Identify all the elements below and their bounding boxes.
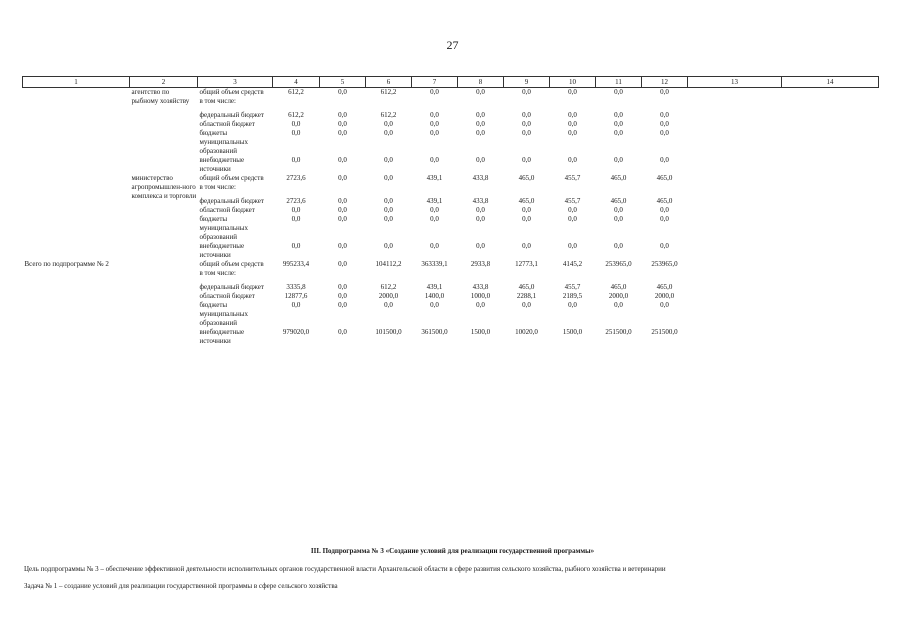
value-cell: 0,0 [338,88,347,96]
value-cell: 0,0 [384,197,393,205]
value-cell: 2000,0 [654,292,675,300]
value-cell: 2000,0 [378,292,399,300]
program-name-cell [23,174,130,260]
value-cell: 0,0 [430,301,439,309]
value-cell: 0,0 [522,129,531,137]
executor-cell [130,260,198,346]
value-cell: 0,0 [614,301,623,309]
value-cell: 612,2 [380,88,397,96]
value-cell: 0,0 [614,88,623,96]
column-number-header: 12 [642,77,688,88]
value-cell: 455,7 [564,174,581,182]
value-cell: 455,7 [564,197,581,205]
column-number-header: 6 [366,77,412,88]
value-cell: 0,0 [660,242,669,250]
column-number-header: 13 [688,77,782,88]
value-cell [320,97,366,111]
value-cell: 0,0 [430,111,439,119]
value-cell: 2000,0 [608,292,629,300]
value-cell: 251500,0 [651,328,678,336]
value-cell: 0,0 [568,111,577,119]
page-number: 27 [446,38,459,52]
empty-cell [782,156,879,174]
value-cell: 433,8 [472,283,489,291]
value-cell: 0,0 [568,206,577,214]
value-cell: 0,0 [384,174,393,182]
value-cell: 0,0 [522,215,531,223]
empty-cell [688,301,782,328]
value-cell: 0,0 [384,120,393,128]
value-cell [320,183,366,197]
empty-cell [688,88,782,98]
value-cell: 465,0 [518,283,535,291]
value-cell: 995233,4 [282,260,310,268]
empty-cell [688,206,782,215]
value-cell: 253965,0 [605,260,632,268]
empty-cell [688,260,782,269]
value-cell [504,269,550,283]
value-cell: 0,0 [614,120,623,128]
value-cell: 0,0 [476,111,485,119]
empty-cell [688,129,782,156]
empty-cell [782,269,879,283]
value-cell: 1500,0 [562,328,583,336]
value-cell: 465,0 [656,197,673,205]
value-cell [642,97,688,111]
empty-cell [782,215,879,242]
value-cell: 0,0 [291,242,301,250]
empty-cell [688,97,782,111]
value-cell: 0,0 [338,215,347,223]
value-cell: 4145,2 [562,260,583,268]
funding-source-cell: федеральный бюджет [199,283,264,291]
funding-source-cell: общий объем средств [199,260,264,268]
funding-source-cell: федеральный бюджет [199,197,264,205]
value-cell: 0,0 [338,111,347,119]
empty-cell [688,269,782,283]
funding-source-cell: федеральный бюджет [199,111,264,119]
funding-source-cell: бюджеты муниципальных образований [199,215,248,241]
value-cell [273,269,320,283]
value-cell [458,269,504,283]
value-cell: 0,0 [660,120,669,128]
value-cell: 0,0 [660,88,669,96]
empty-cell [688,215,782,242]
empty-cell [688,111,782,120]
value-cell: 465,0 [610,283,627,291]
value-cell: 612,2 [380,111,397,119]
value-cell: 0,0 [338,242,347,250]
value-cell: 0,0 [476,242,485,250]
value-cell: 0,0 [614,129,623,137]
value-cell: 0,0 [568,156,577,164]
value-cell: 1000,0 [470,292,491,300]
value-cell: 0,0 [614,156,623,164]
value-cell: 0,0 [338,301,347,309]
empty-cell [688,283,782,292]
value-cell: 0,0 [384,129,393,137]
value-cell: 0,0 [291,215,301,223]
value-cell [642,269,688,283]
executor-cell: министерство агропромышлен-ного комплекса и торговли [131,174,197,200]
value-cell: 0,0 [430,242,439,250]
funding-source-cell: бюджеты муниципальных образований [199,301,248,327]
funding-source-cell: внебюджетные источники [199,156,245,173]
value-cell: 0,0 [614,206,623,214]
column-number-header: 9 [504,77,550,88]
executor-cell: агентство по рыбному хозяйству [131,88,190,105]
value-cell: 0,0 [338,120,347,128]
value-cell [550,269,596,283]
value-cell: 0,0 [338,197,347,205]
value-cell [504,183,550,197]
value-cell: 0,0 [338,174,347,182]
program-name-cell: Всего по подпрограмме № 2 [24,260,109,268]
column-number-header: 5 [320,77,366,88]
subprogram-goal: Цель подпрограммы № 3 – обеспечение эффективной деятельности исполнительных органов государственной власти Архангельской области в сфере развития сельского хозяйства, рыбного хозяйства и ветеринарии [24,565,666,573]
value-cell: 2288,1 [516,292,537,300]
empty-cell [782,292,879,301]
table-row [23,174,879,183]
value-cell: 0,0 [384,242,393,250]
value-cell: 0,0 [338,156,347,164]
value-cell: 433,8 [472,174,489,182]
value-cell: 439,1 [426,283,443,291]
value-cell [412,97,458,111]
value-cell: 0,0 [614,111,623,119]
value-cell: 455,7 [564,283,581,291]
empty-cell [782,301,879,328]
value-cell [366,183,412,197]
empty-cell [688,183,782,197]
empty-cell [688,328,782,346]
value-cell: 0,0 [476,156,485,164]
value-cell: 0,0 [476,206,485,214]
empty-cell [782,120,879,129]
value-cell: 465,0 [656,174,673,182]
value-cell: 0,0 [614,215,623,223]
value-cell: 361500,0 [421,328,448,336]
value-cell: 0,0 [568,242,577,250]
value-cell: 0,0 [660,206,669,214]
value-cell [596,183,642,197]
empty-cell [782,260,879,269]
column-number-header: 1 [23,77,130,88]
value-cell: 465,0 [518,174,535,182]
value-cell [596,97,642,111]
value-cell: 0,0 [338,283,347,291]
value-cell [642,183,688,197]
value-cell: 1400,0 [424,292,445,300]
column-number-header: 3 [198,77,273,88]
value-cell: 0,0 [522,242,531,250]
empty-cell [782,242,879,260]
empty-cell [688,197,782,206]
value-cell: 0,0 [660,111,669,119]
value-cell: 0,0 [568,88,577,96]
value-cell: 0,0 [430,215,439,223]
value-cell: 2933,8 [470,260,491,268]
value-cell: 0,0 [568,215,577,223]
value-cell: 253965,0 [651,260,678,268]
table-body [23,88,879,347]
funding-source-cell: областной бюджет [199,120,255,128]
column-number-row [23,77,879,88]
value-cell: 0,0 [430,206,439,214]
value-cell: 3335,8 [286,283,306,291]
value-cell: 0,0 [338,260,347,268]
value-cell: 0,0 [476,88,485,96]
value-cell: 465,0 [518,197,535,205]
value-cell: 0,0 [476,215,485,223]
value-cell [458,97,504,111]
section-heading: III. Подпрограмма № 3 «Создание условий для реализации государственной программы» [310,547,595,555]
value-cell: 12877,6 [284,292,308,300]
value-cell: 0,0 [476,301,485,309]
empty-cell [782,97,879,111]
value-cell: 0,0 [522,206,531,214]
value-cell: 0,0 [522,111,531,119]
empty-cell [782,129,879,156]
column-number-header: 11 [596,77,642,88]
value-cell [273,97,320,111]
value-cell: 0,0 [338,129,347,137]
empty-cell [782,197,879,206]
funding-source-cell: внебюджетные источники [199,242,245,259]
value-cell: 0,0 [430,88,439,96]
value-cell [320,269,366,283]
value-cell: 439,1 [426,174,443,182]
empty-cell [688,156,782,174]
value-cell [366,97,412,111]
value-cell: 1500,0 [470,328,491,336]
value-cell [273,183,320,197]
value-cell [596,269,642,283]
value-cell: 0,0 [291,120,301,128]
value-cell: 101500,0 [375,328,402,336]
column-number-header: 2 [130,77,198,88]
value-cell: 10020,0 [515,328,538,336]
empty-cell [782,328,879,346]
value-cell: 0,0 [384,301,393,309]
value-cell: 0,0 [338,328,347,336]
value-cell: 0,0 [522,120,531,128]
funding-source-cell: в том числе: [199,183,236,191]
empty-cell [782,183,879,197]
value-cell: 612,2 [288,111,304,119]
value-cell: 363339,1 [421,260,448,268]
subprogram-task: Задача № 1 – создание условий для реализации государственной программы в сфере сельского хозяйства [24,582,338,590]
value-cell: 612,2 [380,283,397,291]
empty-cell [688,174,782,183]
table-row [23,88,879,98]
funding-source-cell: общий объем средств [199,88,264,96]
column-number-header: 4 [273,77,320,88]
value-cell: 465,0 [610,174,627,182]
value-cell: 439,1 [426,197,443,205]
funding-source-cell: в том числе: [199,97,236,105]
value-cell: 0,0 [568,129,577,137]
value-cell: 0,0 [568,301,577,309]
value-cell: 979020,0 [282,328,310,336]
column-number-header: 14 [782,77,879,88]
empty-cell [782,206,879,215]
value-cell: 0,0 [476,120,485,128]
value-cell: 0,0 [384,215,393,223]
value-cell: 0,0 [338,206,347,214]
value-cell: 0,0 [430,120,439,128]
value-cell: 0,0 [291,129,301,137]
value-cell: 2723,6 [286,174,306,182]
value-cell: 12773,1 [515,260,538,268]
funding-source-cell: областной бюджет [199,206,255,214]
value-cell: 465,0 [610,197,627,205]
value-cell [458,183,504,197]
value-cell: 0,0 [430,129,439,137]
value-cell [366,269,412,283]
value-cell: 0,0 [476,129,485,137]
value-cell: 433,8 [472,197,489,205]
value-cell: 2189,5 [562,292,583,300]
value-cell: 0,0 [291,156,301,164]
value-cell: 0,0 [291,206,301,214]
value-cell: 0,0 [522,301,531,309]
value-cell [550,97,596,111]
value-cell: 0,0 [660,129,669,137]
value-cell: 0,0 [660,156,669,164]
value-cell: 0,0 [338,292,347,300]
value-cell: 0,0 [614,242,623,250]
empty-cell [782,88,879,98]
value-cell: 2723,6 [286,197,306,205]
value-cell: 0,0 [384,206,393,214]
value-cell: 612,2 [288,88,304,96]
value-cell: 0,0 [660,301,669,309]
value-cell: 0,0 [291,301,301,309]
program-name-cell [23,88,130,175]
value-cell: 0,0 [430,156,439,164]
empty-cell [782,111,879,120]
funding-source-cell: общий объем средств [199,174,264,182]
budget-table [22,76,879,346]
funding-source-cell: областной бюджет [199,292,255,300]
empty-cell [688,120,782,129]
value-cell: 0,0 [384,156,393,164]
column-number-header: 7 [412,77,458,88]
value-cell: 465,0 [656,283,673,291]
value-cell: 0,0 [568,120,577,128]
funding-source-cell: в том числе: [199,269,236,277]
value-cell [550,183,596,197]
empty-cell [688,242,782,260]
empty-cell [782,174,879,183]
value-cell [412,269,458,283]
empty-cell [688,292,782,301]
value-cell [504,97,550,111]
value-cell: 0,0 [522,88,531,96]
value-cell [412,183,458,197]
column-number-header: 8 [458,77,504,88]
value-cell: 0,0 [660,215,669,223]
table-row [23,260,879,269]
funding-source-cell: бюджеты муниципальных образований [199,129,248,155]
column-number-header: 10 [550,77,596,88]
funding-source-cell: внебюджетные источники [199,328,245,345]
value-cell: 104112,2 [375,260,402,268]
value-cell: 0,0 [522,156,531,164]
value-cell: 251500,0 [605,328,632,336]
empty-cell [782,283,879,292]
